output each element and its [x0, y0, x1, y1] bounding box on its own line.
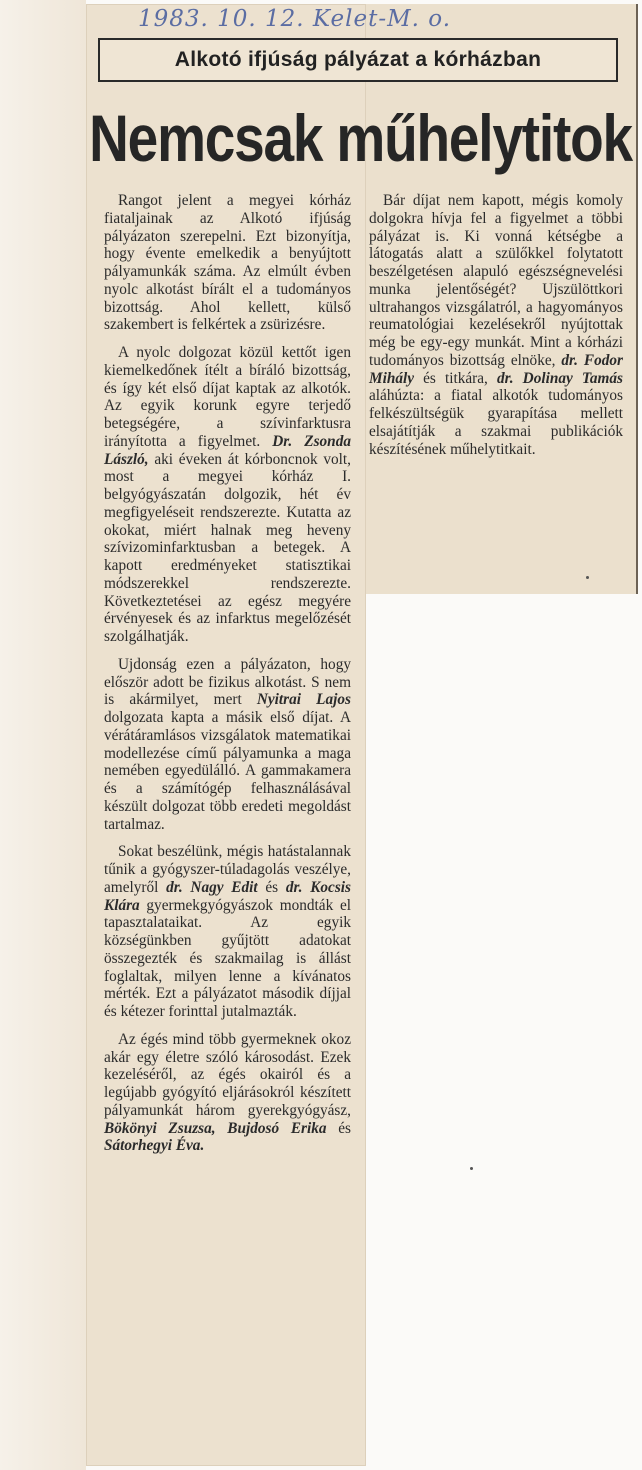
scan-speck	[470, 1167, 473, 1170]
person-name: Bökönyi Zsuzsa, Bujdosó Erika	[104, 1119, 327, 1137]
person-name: Dr. Zsonda László,	[104, 432, 351, 468]
article-kicker: Alkotó ifjúság pályázat a kórházban	[98, 38, 618, 82]
paragraph-2: A nyolc dolgozat közül kettőt igen kiemelkedőnek ítélt a bíráló bizottság, és így két első díjat kaptak az alkotók. Az egyik korunk egyre terjedő betegségére, a szívinfarktusra irányította a figyelmet. Dr. Zsonda László, aki éveken át kórboncnok volt, most a megyei kórház I. belgyógyászatán dolgozik, hét év megfigyeléseit rendszerezte. Kutatta az okokat, miért halnak meg heveny szívizominfarktusban a betegek. A kapott eredményeket statisztikai módszerekkel rendszerezte. Következtetései az egész megyére érvényesek és az infarktus megelőzését szolgálhatják.	[104, 344, 351, 645]
paragraph-3: Ujdonság ezen a pályázaton, hogy először adott be fizikus alkotást. S nem is akármilyet, mert Nyitrai Lajos dolgozata kapta a másik első díjat. A vérátáramlásos vizsgálatok matematikai modellezése című pályamunka a maga nemében egyedülálló. A gammakamera és a számítógép felhasználásával készült dolgozat több eredeti megoldást tartalmaz.	[104, 655, 351, 833]
person-name: dr. Kocsis Klára	[104, 878, 351, 914]
paragraph-5: Az égés mind több gyermeknek okoz akár egy életre szóló károsodást. Ezek kezeléséről, az égés okairól és a legújabb gyógyító eljárásokról készített pályamunkát három gyerekgyógyász, Bökönyi Zsuzsa, Bujdosó Erika és Sátorhegyi Éva.	[104, 1030, 351, 1155]
paragraph-4: Sokat beszélünk, mégis hatástalannak tűnik a gyógyszer-túladagolás veszélye, amelyről dr. Nagy Edit és dr. Kocsis Klára gyermekgyógyászok mondták el tapasztalataikat. Az egyik községünkben gyűjtött adatokat összegezték és szakmailag is állást foglaltak, milyen lenne a kívánatos mérték. Ezt a pályázatot második díjjal és kétezer forinttal jutalmazták.	[104, 843, 351, 1020]
person-name: dr. Fodor Mihály	[369, 351, 623, 387]
article-left-column	[104, 192, 351, 1165]
person-name: Nyitrai Lajos	[256, 691, 351, 709]
person-name: dr. Nagy Edit	[166, 878, 258, 896]
scan-background	[0, 0, 86, 1470]
paragraph-1: Rangot jelent a megyei kórház fiataljainak az Alkotó ifjúság pályázaton szerepelni. Ezt bizonyítja, hogy évente emelkedik a benyújtott pályamunkák száma. Az elmúlt évben nyolc alkotást bírált el a tudományos bizottság. Ahol kellett, külső szakembert is felkértek a zsürizésre.	[104, 192, 351, 334]
article-headline: Nemcsak műhelytitok	[89, 100, 632, 176]
person-name: Sátorhegyi Éva.	[104, 1137, 205, 1155]
scan-speck	[586, 576, 589, 579]
article-right-column	[369, 192, 623, 468]
person-name: dr. Dolinay Tamás	[496, 369, 623, 387]
handwritten-date-note: 1983. 10. 12. Kelet-M. o.	[138, 6, 452, 32]
paragraph-6: Bár díjat nem kapott, mégis komoly dolgokra hívja fel a figyelmet a többi pályázat is. Ki vonná kétségbe a látogatás alatt a szülőkkel folytatott beszélgetésen alapuló egészségnevelési munka jelentőségét? Ujszülöttkori ultrahangos vizsgálatról, a hagyományos reumatológiai kezelésekről nyújtottak még be egy-egy munkát. Mint a kórházi tudományos bizottság elnöke, dr. Fodor Mihály és titkára, dr. Dolinay Tamás aláhúzta: a fiatal alkotók tudományos felkészültségük gyarapítása mellett elsajátítják a szakmai publikációk készítésének műhelytitkait.	[369, 192, 623, 458]
